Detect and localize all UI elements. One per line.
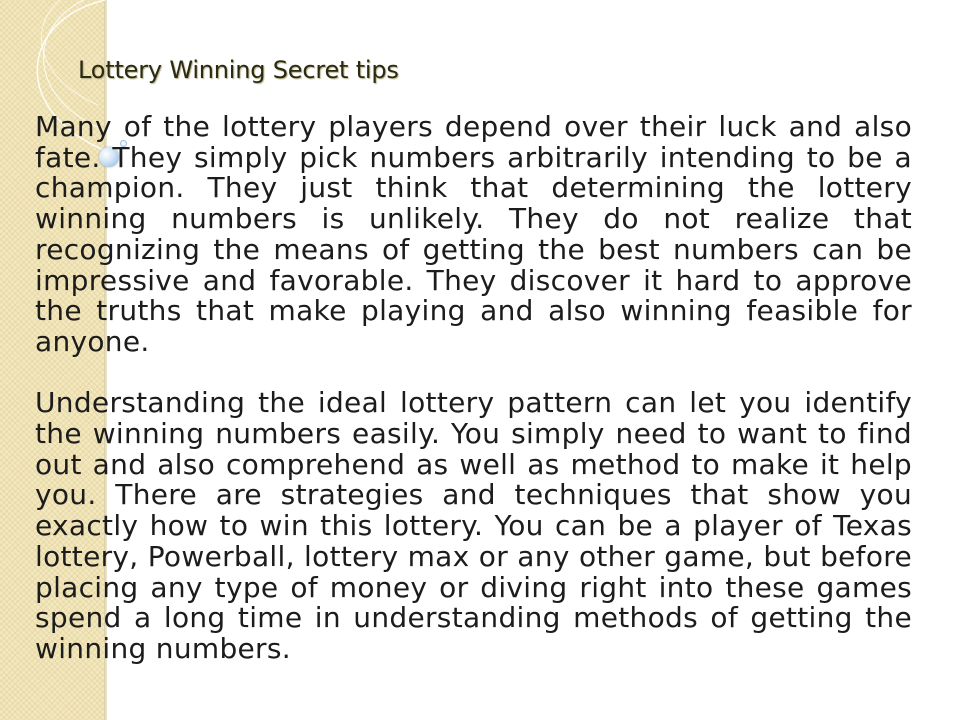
body-paragraph-1: Many of the lottery players depend over their luck and also fate. They simply pick numbers arbitrarily intending to be a champion. They just think that determining the lottery winning numbers is unlikely. They do not realize that recognizing the means of getting the best numbers can be impressive and favorable. They discover it hard to approve the truths that make playing and also winning feasible for anyone.	[35, 110, 912, 358]
slide-title: Lottery Winning Secret tips	[78, 56, 399, 84]
slide-body	[35, 112, 912, 695]
body-paragraph-2: Understanding the ideal lottery pattern can let you identify the winning numbers easily. You simply need to want to find out and also comprehend as well as method to make it help you. There are strategies and techniques that show you exactly how to win this lottery. You can be a player of Texas lottery, Powerball, lottery max or any other game, but before placing any type of money or diving right into these games spend a long time in understanding methods of getting the winning numbers.	[35, 386, 912, 665]
